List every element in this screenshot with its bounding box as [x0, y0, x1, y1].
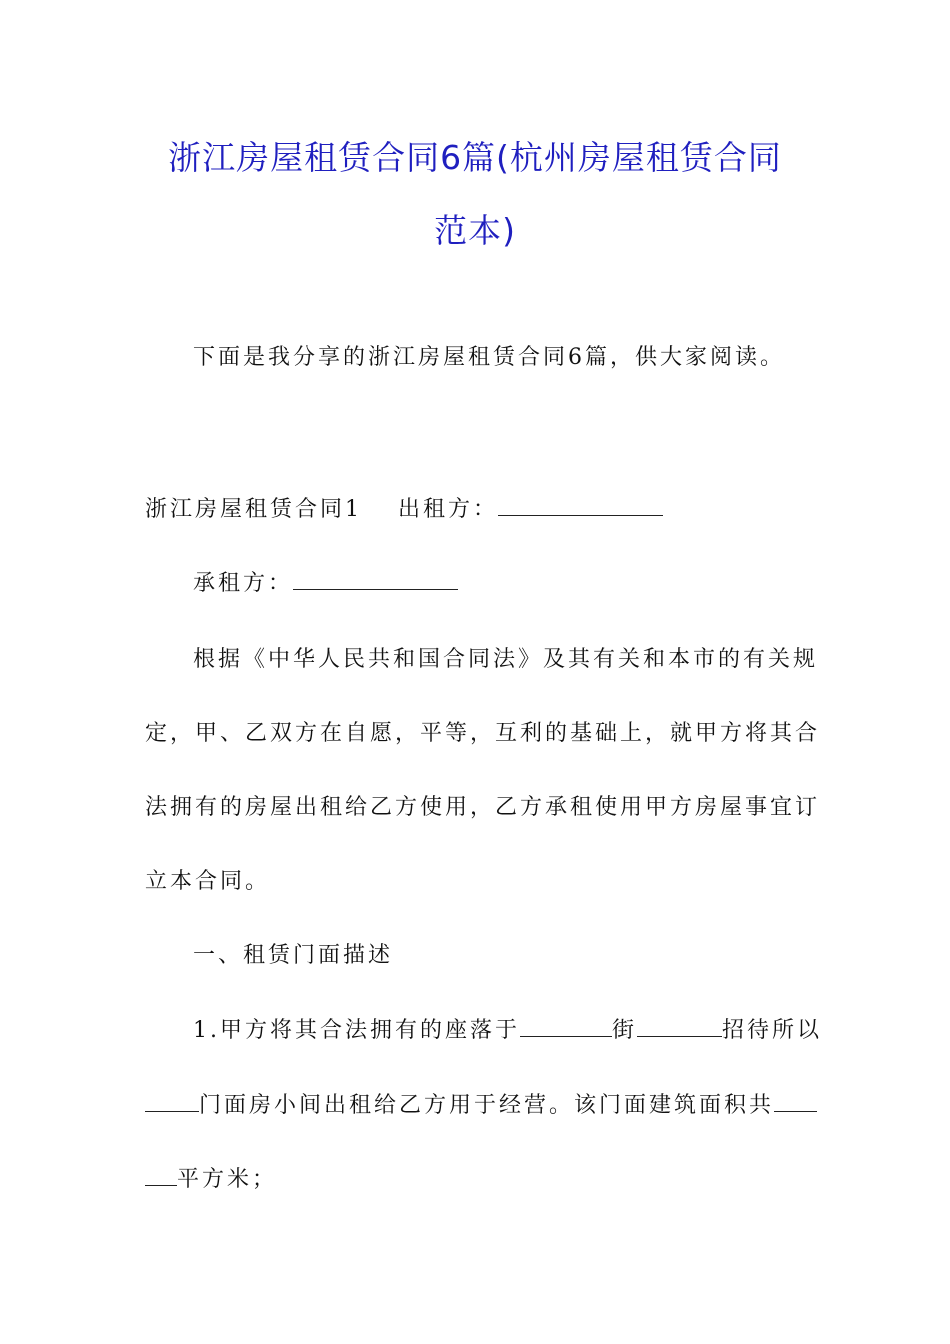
- street-blank: [520, 1016, 612, 1037]
- document-title-line-1: 浙江房屋租赁合同6篇(杭州房屋租赁合同: [168, 138, 782, 177]
- hotel-label: 招待所以: [722, 1018, 823, 1043]
- item-1-line-2-text: 门面房小间出租给乙方用于经营。该门面建筑面积共: [199, 1093, 775, 1118]
- paragraph-line: 定，甲、乙双方在自愿，平等，互利的基础上，就甲方将其合: [145, 721, 821, 746]
- item-1-line-1: [193, 1016, 822, 1046]
- item-1-line-3-text: 平方米；: [177, 1167, 278, 1192]
- area-blank-part-2: [145, 1165, 177, 1186]
- hotel-blank: [637, 1016, 722, 1037]
- area-blank-part-1: [774, 1091, 817, 1112]
- room-count-blank: [145, 1091, 199, 1112]
- intro-paragraph: 下面是我分享的浙江房屋租赁合同6篇，供大家阅读。: [193, 345, 785, 370]
- contract-heading: 浙江房屋租赁合同1: [145, 497, 362, 522]
- section-title: 一、租赁门面描述: [193, 943, 394, 968]
- street-label: 街: [612, 1018, 638, 1043]
- item-1-prefix: 1.甲方将其合法拥有的座落于: [193, 1018, 520, 1043]
- lessor-blank: [498, 495, 663, 516]
- lessee-blank: [293, 569, 458, 590]
- item-1-line-3: [145, 1165, 277, 1195]
- item-1-line-2: [145, 1091, 817, 1121]
- lessor-label: 出租方：: [398, 497, 499, 522]
- document-title-line-2: 范本): [434, 211, 516, 250]
- paragraph-line: 法拥有的房屋出租给乙方使用，乙方承租使用甲方房屋事宜订: [145, 795, 821, 820]
- paragraph-line: 根据《中华人民共和国合同法》及其有关和本市的有关规: [193, 647, 819, 672]
- paragraph-line: 立本合同。: [145, 869, 271, 894]
- lessee-label: 承租方：: [193, 571, 294, 596]
- lessee-row: [193, 569, 458, 599]
- contract-heading-row: [145, 495, 663, 525]
